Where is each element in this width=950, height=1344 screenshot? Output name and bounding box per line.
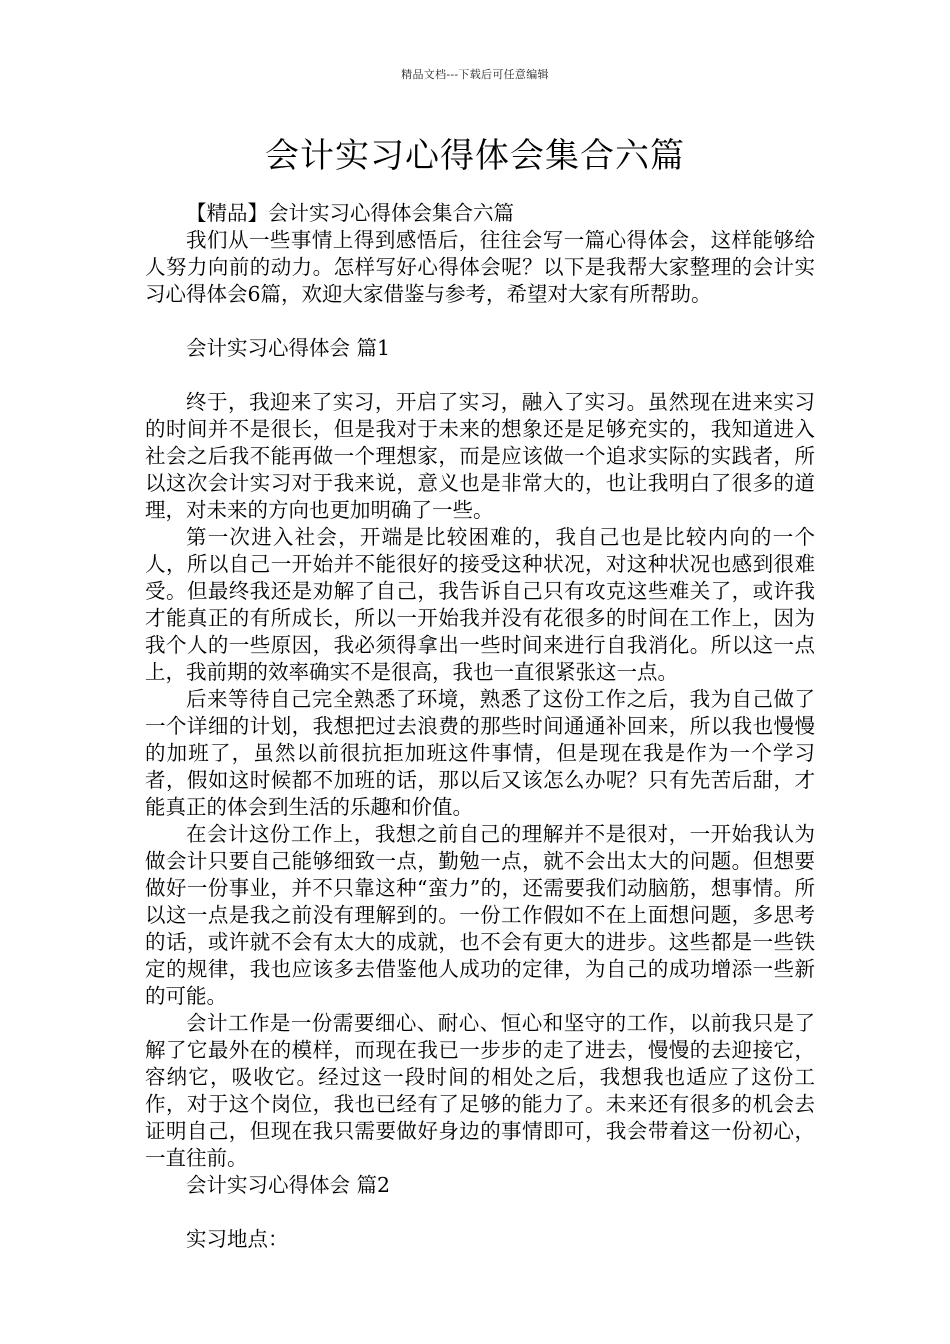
intro-heading: 【精品】会计实习心得体会集合六篇	[186, 201, 514, 225]
document-body	[145, 200, 815, 1253]
intro-paragraph: 我们从一些事情上得到感悟后，往往会写一篇心得体会，这样能够给人努力向前的动力。怎样写好心得体会呢？以下是我帮大家整理的会计实习心得体会6篇，欢迎大家借鉴与参考，希望对大家有所帮助。	[145, 228, 815, 306]
section-1-paragraph-3: 后来等待自己完全熟悉了环境，熟悉了这份工作之后，我为自己做了一个详细的计划，我想把过去浪费的那些时间通通补回来，所以我也慢慢的加班了，虽然以前很抗拒加班这件事情，但是现在我是作为一个学习者，假如这时候都不加班的话，那以后又该怎么办呢？只有先苦后甜，才能真正的体会到生活的乐趣和价值。	[145, 687, 815, 819]
section-1-heading: 会计实习心得体会 篇1	[186, 336, 391, 360]
section-1-paragraph-1: 终于，我迎来了实习，开启了实习，融入了实习。虽然现在进来实习的时间并不是很长，但是我对于未来的想象还是足够充实的，我知道进入社会之后我不能再做一个理想家，而是应该做一个追求实际的实践者，所以这次会计实习对于我来说，意义也是非常大的，也让我明白了很多的道理，对未来的方向也更加明确了一些。	[145, 390, 815, 522]
section-2-first-line: 实习地点：	[186, 1227, 289, 1251]
section-1-paragraph-4: 在会计这份工作上，我想之前自己的理解并不是很对，一开始我认为做会计只要自己能够细致一点，勤勉一点，就不会出太大的问题。但想要做好一份事业，并不只靠这种“蛮力”的，还需要我们动脑筋，想事情。所以这一点是我之前没有理解到的。一份工作假如不在上面想问题，多思考的话，或许就不会有太大的成就，也不会有更大的进步。这些都是一些铁定的规律，我也应该多去借鉴他人成功的定律，为自己的成功增添一些新的可能。	[145, 822, 815, 1008]
section-1-paragraph-5: 会计工作是一份需要细心、耐心、恒心和坚守的工作，以前我只是了解了它最外在的模样，而现在我已一步步的走了进去，慢慢的去迎接它，容纳它，吸收它。经过这一段时间的相处之后，我想我也适应了这份工作，对于这个岗位，我也已经有了足够的能力了。未来还有很多的机会去证明自己，但现在我只需要做好身边的事情即可，我会带着这一份初心，一直往前。	[145, 1011, 815, 1170]
header-note: 精品文档---下载后可任意编辑	[401, 68, 549, 81]
section-1-paragraph-2: 第一次进入社会，开端是比较困难的，我自己也是比较内向的一个人，所以自己一开始并不能很好的接受这种状况，对这种状况也感到很难受。但最终我还是劝解了自己，我告诉自己只有攻克这些难关了，或许我才能真正的有所成长，所以一开始我并没有花很多的时间在工作上，因为我个人的一些原因，我必须得拿出一些时间来进行自我消化。所以这一点上，我前期的效率确实不是很高，我也一直很紧张这一点。	[145, 525, 815, 684]
document-title: 会计实习心得体会集合六篇	[265, 136, 685, 176]
section-2-heading: 会计实习心得体会 篇2	[186, 1173, 391, 1197]
